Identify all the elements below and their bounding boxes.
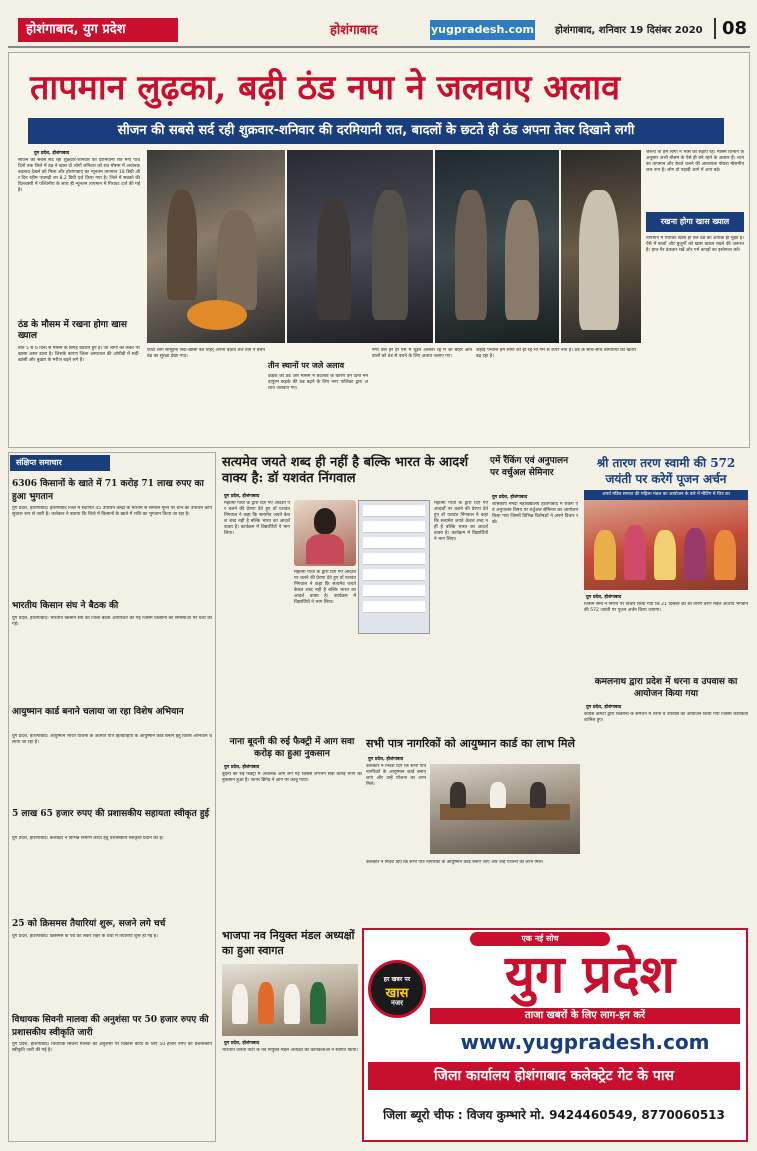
video-call-screenshot [358, 500, 430, 634]
story3-headline: एमें रैंकिंग एवं अनुपालन पर वर्चुअल सेमिनार [490, 456, 569, 478]
story2-headline: सत्यमेव जयते शब्द ही नहीं है बल्कि भारत के आदर्श वाक्य है: डॉ यशवंत निंगवाल [222, 455, 469, 486]
brief-body-6: युग प्रदेश, होशंगाबाद। विधायक सिवनी मालवा की अनुशंसा पर विकास कार्यों के लिए 50 हजार रुपए की प्रशासकीय स्वीकृति जारी की गई है। [12, 1042, 212, 1053]
story4-headline: श्री तारण तरण स्वामी की 572 जयंती पर करेगें पूजन अर्चन [596, 456, 736, 486]
ad-office: जिला कार्यालय होशंगाबाद कलेक्ट्रेट गेट के पास [368, 1062, 740, 1090]
brief-body-4: युग प्रदेश, होशंगाबाद। कलेक्टर ने विभिन्न निर्माण कार्यों हेतु प्रशासकीय स्वीकृति प्रदान की है। [12, 836, 164, 841]
lead-photo-1 [147, 150, 285, 343]
lead-byline: युग प्रदेश, होशंगाबाद [34, 151, 70, 156]
story6-byline: युग प्रदेश, होशंगाबाद [368, 757, 404, 762]
story6-body: कलेक्टर ने निर्देश दिए कि सभी पात्र नागरिकों के आयुष्मान कार्ड बनाए जाएं और उन्हें योजना का लाभ मिले। [366, 764, 426, 787]
story4-caption: अपर्व मंडित समाज की महिला मंडल का आयोजन के बारे में मीटिंग में चित्र का [584, 490, 748, 500]
story5-body: बूदनी की रुई फैक्ट्री में अचानक आग लग गई जिससे लगभग सवा करोड़ रुपए का नुकसान हुआ है। फायर ब्रिगेड ने आग पर काबू पाया। [222, 772, 362, 783]
story5-byline: युग प्रदेश, होशंगाबाद [224, 765, 260, 770]
lead-subhead-1: ठंड के मौसम में रखना होगा खास ख्याल [18, 320, 127, 341]
brief-heading-5: 25 को क्रिसमस तैयारियां शुरू, सजने लगे चर्च [12, 919, 166, 929]
story3-body: शासकीय नर्मदा महाविद्यालय होशंगाबाद में रैंकिंग एवं अनुपालन विषय पर वर्चुअल सेमिनार का आयोजन किया गया जिसमें विभिन्न विशेषज्ञों ने अपने विचार रखे। [492, 502, 578, 525]
story8-headline: भाजपा नव नियुक्त मंडल अध्यक्षों का हुआ स्वागत [222, 929, 355, 957]
ad-tag: एक नई सोच [470, 932, 610, 946]
story3-byline: युग प्रदेश, होशंगाबाद [492, 495, 528, 500]
section-label: होशंगाबाद, युग प्रदेश [18, 18, 178, 42]
story2-body-2: महात्मा गांधी के द्वारा दिए गए आदर्शों पर चलने की प्रेरणा देते हुए डॉ यशवंत निंगवाल ने कहा कि सत्यमेव जयते केवल शब्द नहीं है बल्कि भारत का आदर्श वाक्य है। कार्यक्रम में विद्यार्थियों ने भाग लिया। [294, 570, 356, 605]
lead-photo-3 [435, 150, 559, 343]
lead-body-5: जहाड़ पन्थीत्त हम लोगों को हो रहे भी गर्म से ऊपर नया है। ठंड के साथ-साथ बीमारियों का खतरा बढ़ रहा है। [476, 348, 636, 359]
brief-heading-2: भारतीय किसान संघ ने बैठक की [12, 601, 119, 611]
story4-photo [584, 500, 748, 590]
ad-tagline: ताजा खबरों के लिए लाग-इन करें [430, 1008, 740, 1024]
story8-byline: युग प्रदेश, होशंगाबाद [224, 1041, 260, 1046]
story7-body: कांग्रेस कमेटी द्वारा किसानों के समर्थन में धरना व उपवास का आयोजन किया गया जिसमें कार्यकर्ता शामिल हुए। [584, 712, 748, 723]
story8-photo [222, 964, 358, 1036]
story4-byline: युग प्रदेश, होशंगाबाद [586, 595, 622, 600]
story2-body: महात्मा गांधी के द्वारा दिए गए आदर्शों पर चलने की प्रेरणा देते हुए डॉ यशवंत निंगवाल ने कहा कि सत्यमेव जयते केवल शब्द नहीं है बल्कि भारत का आदर्श वाक्य है। कार्यक्रम में विद्यार्थियों ने भाग लिया। [224, 501, 290, 536]
ad-url[interactable]: www.yugpradesh.com [460, 1030, 710, 1054]
brief-heading-3: आयुष्मान कार्ड बनाने चलाया जा रहा विशेष अभियान [12, 707, 184, 717]
story7-byline: युग प्रदेश, होशंगाबाद [586, 705, 622, 710]
lead-right-body: जरूरी तो हम लोगों ने भीस की सड़ाए रहे। मौसम विभाग के अनुसार अभी मौसम के ऐसे ही बने रहने के आसार हैं। शाम का तापमान और बेचते चलने की आवश्यक पोछरा मौसमीय जल रूप है। लोग दो पहाड़ी आगे में आए बड़े। [646, 150, 744, 173]
ad-contact: जिला ब्यूरो चीफ : विजय कुम्भारे मो. 9424460549, 8770060513 [383, 1108, 725, 1122]
brief-body-5: युग प्रदेश, होशंगाबाद। क्रिसमस के पर्व को लेकर शहर के चर्चों में तैयारियां शुरू हो गई हैं। [12, 934, 158, 939]
lead-photo-caption: फोटो लोग सामूहनों सर्दी-खांसी बत पहिर् अपना बचाव तेज तीन ने बचने ठंड का सुरक्षा देखा गया। [147, 348, 265, 359]
speaker-portrait [294, 500, 356, 566]
story8-body: भारतीय जनता पार्टी के नव नियुक्त मंडल अध्यक्षों का कार्यकर्ताओं ने स्वागत किया। [222, 1048, 358, 1053]
page-number: 08 [714, 18, 747, 39]
brief-heading-1: 6306 किसानों के खाते में 71 करोड़ 71 लाख रुपए का हुआ भुगतान [12, 479, 204, 502]
lead-headline: तापमान लुढ़का, बढ़ी ठंड नपा ने जलवाए अलाव [30, 68, 621, 108]
header-divider [8, 46, 750, 48]
lead-right-body-2: तापमान में गिरावट खास ही तेल ठंड की अधिक ही मुझी है। ऐसे में बच्चों और बुजुर्गों को खास ख्याल रखने की जरूरत है। हाथ-पैर ढंककर रखें और गर्म कपड़ों का इस्तेमाल करें। [646, 236, 744, 253]
story4-body: जिसमें समी ने निर्णय पर विचार किया गया कि 21 दिसंबर को श्री तारण तरण मंडल आचार्य भगवान की 572 जयंती पर पूजन अर्चन किया जाएगा। [584, 602, 748, 613]
lead-photo-2 [287, 150, 433, 343]
story6-photo [430, 764, 580, 854]
story5-headline: नाना बूदनी की रुई फैक्ट्री में आग सवा करोड़ का हुआ नुकसान [229, 737, 355, 759]
lead-right-subhead: रखना होगा खास ख्याल [646, 212, 744, 232]
brief-heading-4: 5 लाख 65 हजार रुपए की प्रशासकीय सहायता स्वीकृत हुई [12, 809, 210, 819]
brief-body-2: युग प्रदेश, होशंगाबाद। भारतीय किसान संघ की जिला बैठक आयोजित की गई जिसमें किसानों की समस्याओं पर चर्चा की गई। [12, 616, 212, 627]
issue-date: होशंगाबाद, शनिवार 19 दिसंबर 2020 [555, 25, 703, 36]
ad-badge [368, 960, 426, 1018]
story6-body-2: कलेक्टर ने निर्देश दिए कि सभी पात्र नागरिकों के आयुष्मान कार्ड बनाए जाएं और उन्हें योजना का लाभ मिले। [366, 860, 544, 865]
brief-body-3: युग प्रदेश, होशंगाबाद। आयुष्मान भारत योजना के अंतर्गत पात्र हितग्राहियों के आयुष्मान कार्ड बनाने हेतु विशेष अभियान चलाया जा रहा है। [12, 734, 212, 745]
lead-subhead-2: तीन स्थानों पर जले अलाव [268, 360, 345, 370]
story7-headline: कमलनाथ द्वारा प्रदेश में धरना व उपवास का आयोजन किया गया [594, 677, 738, 699]
lead-body-1: सीजन की सबसे सर्द रही शुक्रवार-शनिवार की दरमियानी रात मंगी पांच दिनों तक जिले में ठंड ने खास दो लोगों शनिवार को रात मौसम में अचानक बदलाव देखने को मिला और होशंगाबाद का न्यूनतम तापमान 18 डिग्री और दिन रहीम पचमढ़ी का 8.2 डिग्री दर्ज किया गया है। जिले में सबको की दिलचस्पी में पश्चिमीय के साथ ही न्यूनतम तापमान में गिरावट दर्ज की गई है। [18, 158, 140, 193]
lead-body-3: कड़के की ठंड और मौसम में बदलाव के कारण इन दिनों नर्मदापुरम कड़के की ठंड बढ़ने के लिए नगर पालिका द्वारा अलाव जलवाए गए। [268, 374, 368, 391]
story2-byline: युग प्रदेश, होशंगाबाद [224, 494, 260, 499]
brief-heading-6: विधायक सिवनी मालवा की अनुशंसा पर 50 हजार रुपए की प्रशासकीय स्वीकृति जारी [12, 1015, 209, 1038]
story2-body-3: महात्मा गांधी के द्वारा दिए गए आदर्शों पर चलने की प्रेरणा देते हुए डॉ यशवंत निंगवाल ने कहा कि सत्यमेव जयते केवल शब्द नहीं है बल्कि भारत का आदर्श वाक्य है। कार्यक्रम में विद्यार्थियों ने भाग लिया। [434, 501, 488, 542]
lead-photo-4 [561, 150, 641, 343]
ad-badge-line-1: हर खबर पर [383, 976, 411, 983]
ad-brand: युग प्रदेश [504, 944, 676, 1005]
edition-label: होशंगाबाद [330, 23, 378, 38]
website-link[interactable]: yugpradesh.com [430, 20, 535, 40]
lead-body-4: नगर बैल हर ही ऐसे में चूड़ने अलावा रहे में जो बाहर आने वालों को ठंड से बचने के लिए अलाव जलाए गए। [372, 348, 472, 359]
story6-headline: सभी पात्र नागरिकों को आयुष्मान कार्ड का लाभ मिले [366, 737, 575, 750]
briefs-title: संक्षिप्त समाचार [10, 455, 110, 471]
ad-badge-line-2: खास [385, 986, 409, 1001]
lead-body-2: बीते 5 से 6 दिनों से मौसम के बिगड़ बदलते हुए हैं। जो लोगों को लेकर पर खासा असर डाला है। जिसके कारण जिला अस्पताल की ओपीडी में सर्दी-खांसी और बुखार के मरीज बढ़ने लगे हैं। [18, 346, 140, 363]
lead-subheadline: सीजन की सबसे सर्द रही शुक्रवार-शनिवार की दरमियानी रात, बादलों के छटते ही ठंड अपना तेवर दिखाने लगी [28, 118, 724, 144]
brief-body-1: युग प्रदेश, होशंगाबाद। होशंगाबाद जिले में स्थापित 45 उपार्जन केन्द्रों के माध्यम से समर्थन मूल्य पर धान का उपार्जन कार्य सुचारू रूप से जारी है। कलेक्टर ने बताया कि जिले में किसानों के खाते में राशि का भुगतान किया जा रहा है। [12, 506, 212, 517]
ad-badge-line-3: नजर [391, 999, 403, 1007]
